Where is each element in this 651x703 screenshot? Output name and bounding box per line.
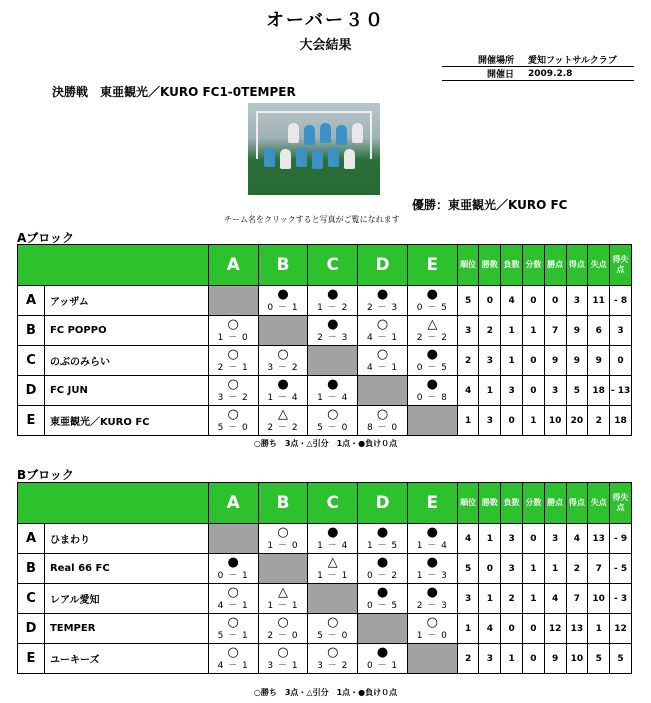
stat-cell: 13 <box>566 614 588 644</box>
self-match-cell <box>208 524 258 554</box>
self-match-cell <box>407 644 457 674</box>
header-team-c: C <box>308 483 358 524</box>
match-score: 0 － 8 <box>416 393 448 403</box>
stat-cell: 4 <box>457 376 479 406</box>
stat-cell: 1 <box>523 406 545 436</box>
self-match-cell <box>258 554 308 584</box>
team-name-link[interactable]: FC POPPO <box>44 316 208 346</box>
table-row <box>18 614 632 644</box>
match-result-cell <box>208 614 258 644</box>
stat-cell: 2 <box>457 644 479 674</box>
stat-cell: 1 <box>501 316 523 346</box>
row-label: C <box>18 584 45 614</box>
stat-cell: 1 <box>523 584 545 614</box>
stat-cell: 12 <box>544 614 566 644</box>
stat-cell: 1 <box>457 406 479 436</box>
stat-cell: 1 <box>523 316 545 346</box>
match-score: 2 － 0 <box>267 631 299 641</box>
match-result-cell <box>407 286 457 316</box>
block-a-table <box>17 244 632 436</box>
team-name-link[interactable]: アッザム <box>44 286 208 316</box>
header-stat: 順位 <box>457 483 479 524</box>
stat-cell: 6 <box>588 316 610 346</box>
match-result-cell <box>208 406 258 436</box>
stat-cell: 0 <box>479 554 501 584</box>
row-label: A <box>18 524 45 554</box>
row-label: C <box>18 346 45 376</box>
stat-cell: - 13 <box>610 376 632 406</box>
stat-cell: 0 <box>523 286 545 316</box>
stat-cell: 0 <box>523 614 545 644</box>
player-figure <box>320 123 331 143</box>
stat-cell: 5 <box>566 376 588 406</box>
win-icon: ○ <box>227 645 239 660</box>
match-result-cell <box>407 524 457 554</box>
table-row <box>18 376 632 406</box>
match-score: 2 － 2 <box>267 423 299 433</box>
date-label: 開催日 <box>442 67 520 81</box>
row-label: E <box>18 644 45 674</box>
stat-cell: 1 <box>588 614 610 644</box>
match-score: 2 － 2 <box>416 333 448 343</box>
stat-cell: 4 <box>457 524 479 554</box>
match-score: 1 － 4 <box>317 541 349 551</box>
stat-cell: 3 <box>610 316 632 346</box>
venue-label: 開催場所 <box>442 53 520 67</box>
match-result-cell <box>358 346 408 376</box>
header-team-c: C <box>308 245 358 286</box>
header-team-a: A <box>208 245 258 286</box>
match-result-cell <box>258 376 308 406</box>
table-row <box>18 584 632 614</box>
header-team-a: A <box>208 483 258 524</box>
match-result-cell <box>407 554 457 584</box>
stat-cell: 1 <box>457 614 479 644</box>
stat-cell: 13 <box>588 524 610 554</box>
match-score: 3 － 1 <box>267 661 299 671</box>
match-score: 1 － 1 <box>317 571 349 581</box>
match-result-cell <box>258 614 308 644</box>
loss-icon: ● <box>426 555 438 570</box>
row-label: A <box>18 286 45 316</box>
header-team-d: D <box>358 245 408 286</box>
match-result-cell <box>358 406 408 436</box>
win-icon: ○ <box>376 317 389 332</box>
stat-cell: 5 <box>610 644 632 674</box>
player-figure <box>336 125 347 145</box>
stat-cell: 20 <box>566 406 588 436</box>
self-match-cell <box>258 316 308 346</box>
match-result-cell <box>258 286 308 316</box>
header-stat: 勝点 <box>544 483 566 524</box>
header-team-d: D <box>358 483 408 524</box>
self-match-cell <box>208 286 258 316</box>
match-score: 0 － 1 <box>267 303 299 313</box>
click-note: チーム名をクリックすると写真がご覧になれます <box>224 215 400 224</box>
header-stat: 得点 <box>566 245 588 286</box>
match-score: 0 － 5 <box>366 601 399 611</box>
winner-text: 優勝：東亜観光／KURO FC <box>412 198 568 212</box>
row-label: E <box>18 406 45 436</box>
stat-cell: 1 <box>479 524 501 554</box>
loss-icon: ● <box>376 645 389 660</box>
match-result-cell <box>308 554 358 584</box>
match-score: 1 － 0 <box>267 541 299 551</box>
match-score: 1 － 4 <box>317 393 349 403</box>
match-score: 1 － 4 <box>416 541 448 551</box>
loss-icon: ● <box>277 287 289 302</box>
stat-cell: 2 <box>457 346 479 376</box>
match-score: 1 － 4 <box>267 393 299 403</box>
player-figure <box>288 123 299 143</box>
header-team-b: B <box>258 245 308 286</box>
loss-icon: ● <box>327 525 339 540</box>
stat-cell: 4 <box>544 584 566 614</box>
stat-cell: 0 <box>523 346 545 376</box>
win-icon: ○ <box>426 615 438 630</box>
stat-cell: 1 <box>544 554 566 584</box>
win-icon: ○ <box>327 407 339 422</box>
match-score: 0 － 5 <box>416 303 448 313</box>
final-result: 決勝戦 東亜観光／KURO FC1-0TEMPER <box>52 85 296 99</box>
stat-cell: 3 <box>566 286 588 316</box>
loss-icon: ● <box>227 555 239 570</box>
stat-cell: 2 <box>479 316 501 346</box>
header-stat: 分数 <box>523 245 545 286</box>
stat-cell: 3 <box>544 376 566 406</box>
match-result-cell <box>358 584 408 614</box>
match-score: 0 － 1 <box>217 571 249 581</box>
self-match-cell <box>358 376 408 406</box>
stat-cell: 0 <box>501 614 523 644</box>
match-score: 0 － 2 <box>366 571 399 581</box>
match-score: 4 － 1 <box>217 601 249 611</box>
header-team-b: B <box>258 483 308 524</box>
stat-cell: 18 <box>588 376 610 406</box>
match-score: 4 － 1 <box>366 333 399 343</box>
header-team-e: E <box>407 483 457 524</box>
match-score: 1 － 5 <box>366 541 399 551</box>
match-score: 3 － 2 <box>317 661 349 671</box>
stat-cell: 9 <box>566 316 588 346</box>
header-stat: 勝数 <box>479 245 501 286</box>
win-icon: ○ <box>376 407 389 422</box>
win-icon: ○ <box>227 317 239 332</box>
match-result-cell <box>208 346 258 376</box>
block-a-legend: ○勝ち 3点・△引分 1点・●負け０点 <box>253 439 398 448</box>
match-score: 2 － 3 <box>366 303 399 313</box>
loss-icon: ● <box>376 555 389 570</box>
stat-cell: 0 <box>523 376 545 406</box>
header-stat: 勝点 <box>544 245 566 286</box>
match-result-cell <box>308 406 358 436</box>
venue-value: 愛知フットサルクラブ <box>520 53 634 67</box>
match-result-cell <box>407 376 457 406</box>
stat-cell: - 9 <box>610 524 632 554</box>
table-row <box>18 316 632 346</box>
loss-icon: ● <box>426 585 438 600</box>
stat-cell: 2 <box>566 554 588 584</box>
header-stat: 負数 <box>501 483 523 524</box>
stat-cell: - 8 <box>610 286 632 316</box>
stat-cell: 3 <box>479 346 501 376</box>
match-result-cell <box>308 644 358 674</box>
match-result-cell <box>407 614 457 644</box>
stat-cell: 3 <box>501 554 523 584</box>
loss-icon: ● <box>327 317 339 332</box>
self-match-cell <box>308 346 358 376</box>
match-score: 1 － 1 <box>267 601 299 611</box>
stat-cell: 18 <box>610 406 632 436</box>
stat-cell: 3 <box>479 644 501 674</box>
page-title: オーバー３０ <box>265 10 386 31</box>
team-name-link[interactable]: ユーキーズ <box>44 644 208 674</box>
loss-icon: ● <box>327 377 339 392</box>
match-result-cell <box>358 554 408 584</box>
match-result-cell <box>308 286 358 316</box>
team-name-link[interactable]: レアル愛知 <box>44 584 208 614</box>
stat-cell: 9 <box>588 346 610 376</box>
stat-cell: 12 <box>610 614 632 644</box>
header-stat: 分数 <box>523 483 545 524</box>
stat-cell: 11 <box>588 286 610 316</box>
match-result-cell <box>407 316 457 346</box>
win-icon: ○ <box>227 347 239 362</box>
stat-cell: 5 <box>457 286 479 316</box>
match-score: 1 － 3 <box>416 571 448 581</box>
match-score: 5 － 1 <box>217 631 249 641</box>
row-label: B <box>18 554 45 584</box>
loss-icon: ● <box>426 287 438 302</box>
team-name-link[interactable]: のぶのみらい <box>44 346 208 376</box>
stat-cell: 9 <box>544 644 566 674</box>
table-row <box>18 406 632 436</box>
header-team-e: E <box>407 245 457 286</box>
match-score: 1 － 0 <box>217 333 249 343</box>
stat-cell: 7 <box>588 554 610 584</box>
loss-icon: ● <box>277 377 289 392</box>
stat-cell: 7 <box>544 316 566 346</box>
match-score: 2 － 1 <box>217 363 249 373</box>
match-score: 4 － 1 <box>366 363 399 373</box>
table-row <box>18 346 632 376</box>
match-score: 2 － 3 <box>317 333 349 343</box>
match-result-cell <box>407 584 457 614</box>
match-result-cell <box>208 554 258 584</box>
header-stat: 得失点 <box>610 245 632 286</box>
win-icon: ○ <box>327 645 339 660</box>
win-icon: ○ <box>277 525 289 540</box>
draw-icon: △ <box>327 555 338 570</box>
self-match-cell <box>308 584 358 614</box>
loss-icon: ● <box>376 525 389 540</box>
match-score: 1 － 2 <box>317 303 349 313</box>
match-result-cell <box>308 316 358 346</box>
stat-cell: 0 <box>523 524 545 554</box>
team-name-link[interactable]: ひまわり <box>44 524 208 554</box>
stat-cell: 3 <box>457 316 479 346</box>
stat-cell: 1 <box>479 376 501 406</box>
stat-cell: - 5 <box>610 554 632 584</box>
player-figure <box>328 147 339 167</box>
match-result-cell <box>407 346 457 376</box>
match-score: 0 － 1 <box>366 661 399 671</box>
stat-cell: 2 <box>588 406 610 436</box>
win-icon: ○ <box>277 347 289 362</box>
loss-icon: ● <box>376 585 389 600</box>
team-name-link[interactable]: TEMPER <box>44 614 208 644</box>
stat-cell: - 3 <box>610 584 632 614</box>
header-stat: 得失点 <box>610 483 632 524</box>
match-score: 1 － 0 <box>416 631 448 641</box>
team-name-link[interactable]: 東亜観光／KURO FC <box>44 406 208 436</box>
stat-cell: 4 <box>501 286 523 316</box>
header-stat: 勝数 <box>479 483 501 524</box>
stat-cell: 0 <box>610 346 632 376</box>
player-figure <box>264 147 275 167</box>
win-icon: ○ <box>227 615 239 630</box>
stat-cell: 1 <box>523 554 545 584</box>
player-figure <box>296 147 307 167</box>
match-result-cell <box>258 584 308 614</box>
table-row <box>18 554 632 584</box>
match-result-cell <box>358 286 408 316</box>
match-score: 3 － 2 <box>217 393 249 403</box>
page-subtitle: 大会結果 <box>299 38 352 53</box>
match-score: 8 － 0 <box>366 423 399 433</box>
player-figure <box>344 149 355 169</box>
stat-cell: 3 <box>501 376 523 406</box>
stat-cell: 1 <box>501 346 523 376</box>
header-blank <box>18 245 209 286</box>
stat-cell: 9 <box>566 346 588 376</box>
match-result-cell <box>258 644 308 674</box>
match-score: 5 － 0 <box>317 423 349 433</box>
row-label: D <box>18 614 45 644</box>
header-stat: 順位 <box>457 245 479 286</box>
match-result-cell <box>258 524 308 554</box>
header-stat: 失点 <box>588 483 610 524</box>
draw-icon: △ <box>277 407 288 422</box>
loss-icon: ● <box>327 287 339 302</box>
stat-cell: 5 <box>457 554 479 584</box>
stat-cell: 3 <box>544 524 566 554</box>
header-stat: 失点 <box>588 245 610 286</box>
table-row <box>18 644 632 674</box>
draw-icon: △ <box>277 585 288 600</box>
player-figure <box>280 149 291 169</box>
stat-cell: 0 <box>479 286 501 316</box>
stat-cell: 9 <box>544 346 566 376</box>
match-score: 5 － 0 <box>217 423 249 433</box>
win-icon: ○ <box>227 407 239 422</box>
stat-cell: 4 <box>479 614 501 644</box>
match-result-cell <box>208 584 258 614</box>
self-match-cell <box>407 406 457 436</box>
loss-icon: ● <box>426 347 438 362</box>
stat-cell: 3 <box>501 524 523 554</box>
stat-cell: 2 <box>501 584 523 614</box>
team-name-link[interactable]: FC JUN <box>44 376 208 406</box>
match-score: 5 － 0 <box>317 631 349 641</box>
stat-cell: 0 <box>544 286 566 316</box>
match-result-cell <box>308 524 358 554</box>
loss-icon: ● <box>376 287 389 302</box>
header-stat: 負数 <box>501 245 523 286</box>
header-blank <box>18 483 209 524</box>
block-b-legend: ○勝ち 3点・△引分 1点・●負け０点 <box>253 688 398 697</box>
stat-cell: 1 <box>479 584 501 614</box>
win-icon: ○ <box>277 615 289 630</box>
stat-cell: 1 <box>501 644 523 674</box>
loss-icon: ● <box>426 377 438 392</box>
date-value: 2009.2.8 <box>520 67 634 81</box>
win-icon: ○ <box>376 347 389 362</box>
stat-cell: 10 <box>588 584 610 614</box>
match-result-cell <box>208 316 258 346</box>
stat-cell: 0 <box>501 406 523 436</box>
match-result-cell <box>258 406 308 436</box>
block-b-title: Bブロック <box>17 468 74 482</box>
win-icon: ○ <box>277 645 289 660</box>
win-icon: ○ <box>227 585 239 600</box>
match-result-cell <box>308 376 358 406</box>
match-result-cell <box>308 614 358 644</box>
stat-cell: 4 <box>566 524 588 554</box>
win-icon: ○ <box>327 615 339 630</box>
winner-team-photo <box>248 103 380 195</box>
self-match-cell <box>358 614 408 644</box>
match-score: 3 － 2 <box>267 363 299 373</box>
header-stat: 得点 <box>566 483 588 524</box>
loss-icon: ● <box>426 525 438 540</box>
match-result-cell <box>358 524 408 554</box>
match-score: 2 － 3 <box>416 601 448 611</box>
match-result-cell <box>208 376 258 406</box>
stat-cell: 0 <box>523 644 545 674</box>
match-result-cell <box>208 644 258 674</box>
match-score: 0 － 5 <box>416 363 448 373</box>
player-figure <box>312 149 323 169</box>
row-label: D <box>18 376 45 406</box>
stat-cell: 3 <box>457 584 479 614</box>
stat-cell: 7 <box>566 584 588 614</box>
row-label: B <box>18 316 45 346</box>
draw-icon: △ <box>427 317 438 332</box>
table-row <box>18 524 632 554</box>
match-result-cell <box>358 316 408 346</box>
table-row <box>18 286 632 316</box>
match-result-cell <box>258 346 308 376</box>
event-info-table <box>442 53 634 81</box>
match-result-cell <box>358 644 408 674</box>
team-name-link[interactable]: Real 66 FC <box>44 554 208 584</box>
stat-cell: 5 <box>588 644 610 674</box>
player-figure <box>304 125 315 145</box>
block-b-table <box>17 482 632 674</box>
stat-cell: 10 <box>544 406 566 436</box>
stat-cell: 3 <box>479 406 501 436</box>
player-figure <box>352 123 363 143</box>
win-icon: ○ <box>227 377 239 392</box>
stat-cell: 10 <box>566 644 588 674</box>
block-a-title: Aブロック <box>17 231 75 245</box>
match-score: 4 － 1 <box>217 661 249 671</box>
